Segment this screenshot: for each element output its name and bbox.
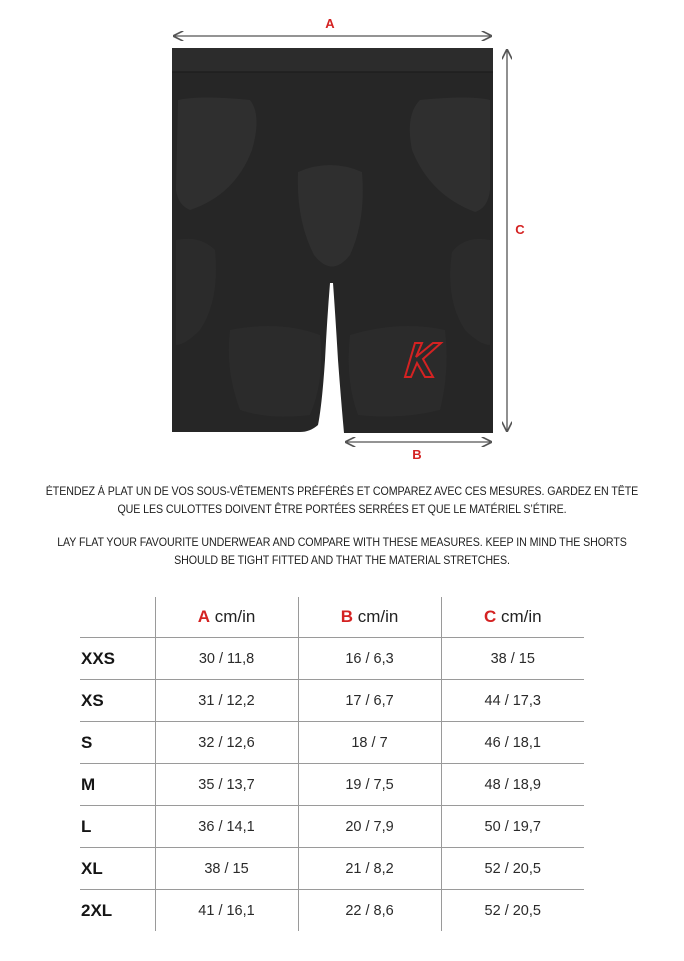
header-letter: C (483, 607, 497, 626)
measure-a: 36 / 14,1 (155, 806, 298, 848)
size-label: M (80, 764, 155, 806)
table-header-row (80, 597, 584, 638)
size-label: XS (80, 680, 155, 722)
measure-c: 50 / 19,7 (441, 806, 584, 848)
size-label: XXS (80, 638, 155, 680)
dimension-b-label: B (412, 447, 422, 462)
header-unit: cm/in (352, 607, 399, 626)
table-row (80, 848, 584, 890)
size-label: L (80, 806, 155, 848)
table-row (80, 680, 584, 722)
table-row (80, 764, 584, 806)
dimension-a-label: A (325, 16, 335, 31)
table-row (80, 806, 584, 848)
size-chart-table (80, 597, 584, 931)
measure-c: 52 / 20,5 (441, 890, 584, 932)
measure-c: 48 / 18,9 (441, 764, 584, 806)
measure-c: 46 / 18,1 (441, 722, 584, 764)
measure-b: 17 / 6,7 (298, 680, 441, 722)
table-row (80, 722, 584, 764)
table-header-corner (80, 597, 155, 638)
shorts-illustration (172, 48, 493, 433)
measure-c: 52 / 20,5 (441, 848, 584, 890)
size-label: 2XL (80, 890, 155, 932)
size-label: S (80, 722, 155, 764)
table-row (80, 638, 584, 680)
measure-a: 32 / 12,6 (155, 722, 298, 764)
measure-b: 20 / 7,9 (298, 806, 441, 848)
measure-b: 22 / 8,6 (298, 890, 441, 932)
measure-c: 38 / 15 (441, 638, 584, 680)
leg-pad-right (349, 326, 447, 417)
table-header-b (298, 597, 441, 638)
table-header-a (155, 597, 298, 638)
waistband (172, 48, 493, 72)
size-label: XL (80, 848, 155, 890)
header-letter: A (197, 607, 210, 626)
header-unit: cm/in (209, 607, 256, 626)
instructions-french: ÉTENDEZ À PLAT UN DE VOS SOUS-VÊTEMENTS PRÉFÉRÉS ET COMPAREZ AVEC CES MESURES. GARDEZ EN TÊTE QUE LES CULOTTES DOIVENT ÊTRE PORTÉES SERRÉES ET QUE LE MATÉRIEL S’ÉTIRE. (45, 485, 639, 516)
dimension-c-label: C (515, 222, 525, 237)
measure-c: 44 / 17,3 (441, 680, 584, 722)
measure-a: 35 / 13,7 (155, 764, 298, 806)
measure-a: 31 / 12,2 (155, 680, 298, 722)
header-unit: cm/in (496, 607, 542, 626)
instructions-english: LAY FLAT YOUR FAVOURITE UNDERWEAR AND COMPARE WITH THESE MEASURES. KEEP IN MIND THE SHORTS SHOULD BE TIGHT FITTED AND THAT THE MATERIAL STRETCHES. (57, 536, 627, 567)
header-letter: B (340, 607, 353, 626)
measure-a: 41 / 16,1 (155, 890, 298, 932)
measure-a: 30 / 11,8 (155, 638, 298, 680)
measure-b: 19 / 7,5 (298, 764, 441, 806)
table-row (80, 890, 584, 932)
measure-b: 18 / 7 (298, 722, 441, 764)
measure-b: 16 / 6,3 (298, 638, 441, 680)
measure-b: 21 / 8,2 (298, 848, 441, 890)
table-header-c (441, 597, 584, 638)
leg-pad-left (229, 326, 322, 417)
shorts-measurement-diagram (0, 0, 684, 470)
measure-a: 38 / 15 (155, 848, 298, 890)
